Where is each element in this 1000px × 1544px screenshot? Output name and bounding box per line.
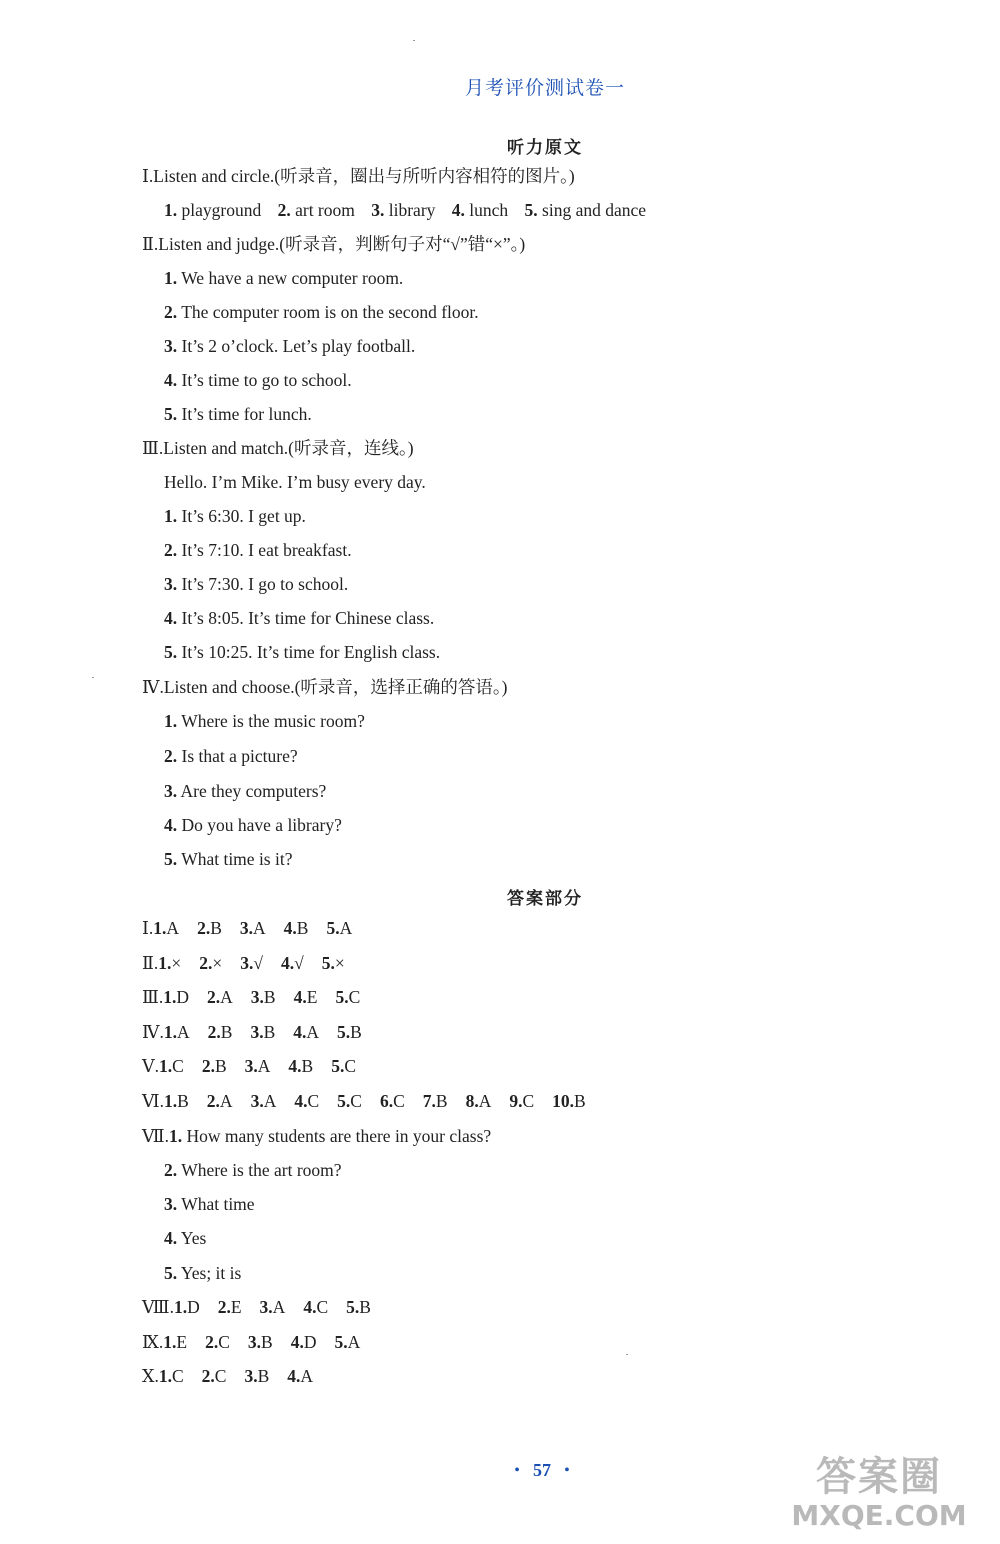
- item-number: 3.: [244, 1366, 258, 1387]
- answer-value: C: [393, 1091, 405, 1111]
- answer-value: C: [344, 1056, 357, 1077]
- item-number: 1.: [163, 987, 177, 1008]
- answer-value: A: [176, 1021, 190, 1042]
- section-roman: Ⅲ.: [142, 438, 164, 458]
- item-number: 5.: [164, 1263, 178, 1283]
- item-number: 5.: [337, 1091, 351, 1111]
- item-text: Is that a picture?: [181, 746, 298, 766]
- answer-row-5: [142, 1055, 356, 1077]
- answer-value: E: [230, 1297, 242, 1317]
- scan-speck: [626, 1354, 628, 1355]
- scan-speck: [413, 40, 415, 41]
- item-text: The computer room is on the second floor.: [181, 302, 479, 322]
- answer-value: D: [303, 1331, 317, 1352]
- item-number: 5.: [334, 1331, 348, 1352]
- answer-value: B: [263, 987, 276, 1008]
- item-text: Where is the art room?: [181, 1160, 342, 1180]
- answer-value: A: [272, 1297, 286, 1317]
- item-number: 2.: [199, 952, 213, 973]
- answer-value: A: [263, 1091, 277, 1111]
- item-number: 5.: [164, 404, 178, 424]
- answer-value: ×: [171, 952, 182, 973]
- answers-heading: 答案部分: [507, 889, 583, 909]
- item-number: 1.: [164, 268, 178, 288]
- item-text: What time is it?: [181, 849, 293, 869]
- item-text: Where is the music room?: [181, 711, 365, 731]
- answer-row-b-2: [142, 1331, 360, 1353]
- answer-value: B: [435, 1091, 448, 1111]
- item-number: 2.: [207, 1021, 221, 1042]
- item-number: 7.: [422, 1091, 436, 1111]
- answer-value: C: [172, 1056, 184, 1077]
- answer-value: ×: [334, 952, 345, 973]
- answer-value: B: [359, 1297, 371, 1317]
- section-roman: Ⅲ.: [142, 987, 164, 1008]
- item-number: 8.: [465, 1091, 479, 1111]
- section-instruction: Listen and circle.(听录音，圈出与所听内容相符的图片。): [153, 166, 575, 186]
- answer-value: B: [214, 1056, 227, 1077]
- answer-value: A: [339, 918, 353, 938]
- listening-heading: 听力原文: [507, 138, 583, 158]
- item-number: 2.: [164, 1160, 178, 1180]
- item-number: 3.: [259, 1297, 273, 1317]
- item-text: How many students are there in your class?: [186, 1126, 492, 1146]
- section-instruction: Listen and choose.(听录音，选择正确的答语。): [163, 677, 508, 697]
- item-number: 1.: [164, 506, 178, 526]
- item-number: 2.: [207, 987, 221, 1008]
- item-number: 3.: [240, 952, 254, 973]
- item-number: 4.: [290, 1331, 304, 1352]
- item-number: 4.: [287, 1366, 301, 1387]
- item-number: 2.: [201, 1366, 215, 1387]
- item-text: It’s time to go to school.: [181, 370, 352, 390]
- page-title: 月考评价测试卷一: [464, 77, 625, 99]
- item-number: 4.: [303, 1297, 317, 1317]
- item-number: 1.: [159, 1056, 173, 1077]
- item-text: sing and dance: [542, 200, 647, 220]
- item-number: 2.: [197, 918, 211, 938]
- list-item: [164, 745, 298, 767]
- item-number: 5.: [524, 200, 538, 220]
- answer-value: E: [176, 1331, 188, 1352]
- item-number: 4.: [294, 1091, 308, 1111]
- item-text: art room: [295, 200, 355, 220]
- list-item: [164, 848, 292, 870]
- item-number: 1.: [163, 1331, 177, 1352]
- list-item: [164, 301, 479, 323]
- item-number: 2.: [205, 1331, 219, 1352]
- answer-value: B: [301, 1056, 314, 1077]
- section-roman: Ⅸ.: [142, 1331, 164, 1352]
- item-text: What time: [181, 1194, 255, 1214]
- answer-value: B: [574, 1091, 586, 1111]
- item-number: 5.: [346, 1297, 360, 1317]
- answer-value: C: [307, 1091, 320, 1111]
- list-item: [164, 1227, 206, 1249]
- item-number: 1.: [163, 1091, 178, 1111]
- answer-row-b-3: [142, 1365, 313, 1387]
- answer-value: A: [166, 918, 180, 938]
- answer-value: B: [177, 1091, 189, 1111]
- answer-value: C: [522, 1091, 535, 1111]
- item-number: 1.: [153, 918, 167, 938]
- item-number: 6.: [379, 1091, 394, 1111]
- item-number: 10.: [552, 1091, 575, 1111]
- item-number: 2.: [164, 302, 178, 322]
- section-roman: Ⅹ.: [142, 1366, 159, 1387]
- answer-value: C: [171, 1366, 184, 1387]
- section-1-header: [142, 165, 575, 187]
- watermark-logo: [764, 1454, 994, 1538]
- answer-row-7: [142, 1125, 491, 1147]
- item-number: 5.: [326, 918, 340, 938]
- item-text: We have a new computer room.: [181, 268, 404, 288]
- list-item: [164, 1193, 255, 1215]
- item-number: 4.: [164, 815, 178, 835]
- list-item: [164, 1159, 342, 1181]
- item-text: It’s 7:30. I go to school.: [181, 574, 349, 594]
- answer-value: C: [214, 1366, 227, 1387]
- section-roman: Ⅱ.: [142, 952, 159, 973]
- list-item: [164, 403, 312, 425]
- answer-value: A: [300, 1366, 314, 1387]
- item-text: It’s 10:25. It’s time for English class.: [181, 642, 441, 662]
- item-number: 3.: [247, 1331, 262, 1352]
- item-number: 5.: [331, 1056, 345, 1077]
- answer-value: C: [316, 1297, 329, 1317]
- answer-value: B: [257, 1366, 270, 1387]
- list-item: [164, 539, 352, 561]
- section-3-header: [142, 437, 414, 459]
- item-number: 4.: [164, 370, 178, 390]
- answer-row-1: [142, 917, 352, 939]
- item-number: 3.: [164, 336, 178, 356]
- answer-row-3: [142, 986, 360, 1008]
- answer-value: B: [261, 1331, 273, 1352]
- scan-speck: [92, 677, 94, 678]
- list-item: [164, 335, 415, 357]
- item-number: 3.: [239, 918, 253, 938]
- section-instruction: Listen and match.(听录音，连线。): [163, 438, 414, 458]
- item-text: It’s 2 o’clock. Let’s play football.: [181, 336, 416, 356]
- watermark-bottom: MXQE.COM: [791, 1499, 967, 1532]
- answer-value: B: [350, 1021, 362, 1042]
- item-number: 2.: [277, 200, 291, 220]
- item-number: 1.: [164, 711, 178, 731]
- item-number: 4.: [288, 1056, 302, 1077]
- item-number: 1.: [173, 1297, 188, 1317]
- item-number: 9.: [509, 1091, 523, 1111]
- answer-value: E: [306, 987, 318, 1008]
- watermark-top: 答案圈: [816, 1454, 942, 1500]
- item-number: 5.: [321, 952, 335, 973]
- item-number: 3.: [250, 1021, 264, 1042]
- answer-row-6: [142, 1090, 586, 1112]
- item-number: 3.: [164, 574, 178, 594]
- list-item: [164, 1262, 241, 1284]
- list-item: [164, 641, 440, 663]
- item-number: 1.: [158, 952, 172, 973]
- answer-value: A: [219, 1091, 233, 1111]
- item-text: It’s time for lunch.: [181, 404, 312, 424]
- item-text: Do you have a library?: [181, 815, 342, 835]
- answer-value: A: [257, 1056, 271, 1077]
- section-instruction: Listen and judge.(听录音，判断句子对“√”错“×”。): [158, 234, 526, 254]
- item-number: 4.: [293, 1021, 307, 1042]
- section-roman: Ⅵ.: [142, 1091, 164, 1111]
- item-text: Are they computers?: [180, 781, 327, 801]
- section-roman: Ⅳ.: [142, 677, 164, 697]
- list-item: [164, 267, 403, 289]
- item-number: 3.: [250, 987, 264, 1008]
- answer-row-4: [142, 1021, 362, 1043]
- answer-value: √: [253, 952, 264, 973]
- section-roman: Ⅰ.: [142, 166, 154, 186]
- answer-value: B: [210, 918, 222, 938]
- item-number: 4.: [164, 1228, 178, 1248]
- answer-value: A: [220, 987, 233, 1008]
- item-text: playground: [181, 200, 262, 220]
- section-roman: Ⅴ.: [142, 1056, 160, 1077]
- section-1-items: [164, 199, 646, 221]
- answer-value: B: [296, 918, 309, 938]
- item-text: It’s 6:30. I get up.: [181, 506, 306, 526]
- answer-value: A: [253, 918, 266, 938]
- item-number: 3.: [164, 1194, 178, 1214]
- item-number: 4.: [281, 952, 295, 973]
- list-item: [164, 814, 342, 836]
- list-item: [164, 780, 326, 802]
- answer-value: C: [348, 987, 361, 1008]
- item-number: 4.: [293, 987, 307, 1008]
- item-text: Yes; it is: [180, 1263, 242, 1283]
- item-number: 5.: [337, 1021, 351, 1042]
- answer-row-2: [142, 952, 345, 974]
- list-item: [164, 607, 434, 629]
- item-number: 2.: [217, 1297, 231, 1317]
- item-number: 1.: [164, 200, 178, 220]
- section-4-header: [142, 676, 508, 698]
- item-text: It’s 8:05. It’s time for Chinese class.: [181, 608, 435, 628]
- answer-value: √: [294, 952, 304, 973]
- section-3-intro: Hello. I’m Mike. I’m busy every day.: [164, 472, 426, 492]
- item-number: 1.: [158, 1366, 172, 1387]
- answer-value: ×: [212, 952, 223, 973]
- list-item: [164, 573, 348, 595]
- answer-value: A: [306, 1021, 320, 1042]
- item-text: It’s 7:10. I eat breakfast.: [181, 540, 352, 560]
- item-text: lunch: [469, 200, 509, 220]
- section-roman: Ⅷ.: [142, 1297, 174, 1317]
- section-roman: Ⅳ.: [142, 1021, 164, 1042]
- item-number: 4.: [283, 918, 297, 938]
- list-item: [164, 505, 306, 527]
- item-number: 1.: [168, 1126, 183, 1146]
- answer-value: D: [176, 987, 190, 1008]
- section-roman: Ⅱ.: [142, 234, 159, 254]
- item-number: 3.: [371, 200, 385, 220]
- item-number: 5.: [335, 987, 349, 1008]
- item-number: 2.: [201, 1056, 215, 1077]
- item-number: 5.: [164, 849, 178, 869]
- item-number: 2.: [164, 540, 178, 560]
- page-number-value: 57: [533, 1460, 551, 1480]
- item-text: Yes: [180, 1228, 207, 1248]
- dot-icon: •: [564, 1463, 570, 1478]
- item-text: library: [388, 200, 436, 220]
- item-number: 3.: [250, 1091, 264, 1111]
- item-number: 1.: [163, 1021, 177, 1042]
- item-number: 3.: [164, 781, 178, 801]
- answer-value: A: [347, 1331, 361, 1352]
- item-number: 5.: [164, 642, 178, 662]
- item-number: 3.: [244, 1056, 258, 1077]
- section-2-header: [142, 233, 525, 255]
- dot-icon: •: [514, 1463, 520, 1478]
- answer-value: B: [263, 1021, 276, 1042]
- answer-row-b-1: [142, 1296, 371, 1318]
- answer-value: D: [187, 1297, 200, 1317]
- item-number: 4.: [164, 608, 178, 628]
- section-roman: Ⅰ.: [142, 918, 154, 938]
- item-number: 4.: [451, 200, 465, 220]
- section-roman: Ⅶ.: [142, 1126, 169, 1146]
- list-item: [164, 369, 352, 391]
- answer-value: C: [350, 1091, 362, 1111]
- answer-value: C: [218, 1331, 230, 1352]
- answer-value: A: [478, 1091, 492, 1111]
- answer-value: B: [220, 1021, 233, 1042]
- list-item: [164, 710, 365, 732]
- item-number: 2.: [164, 746, 178, 766]
- item-number: 2.: [206, 1091, 220, 1111]
